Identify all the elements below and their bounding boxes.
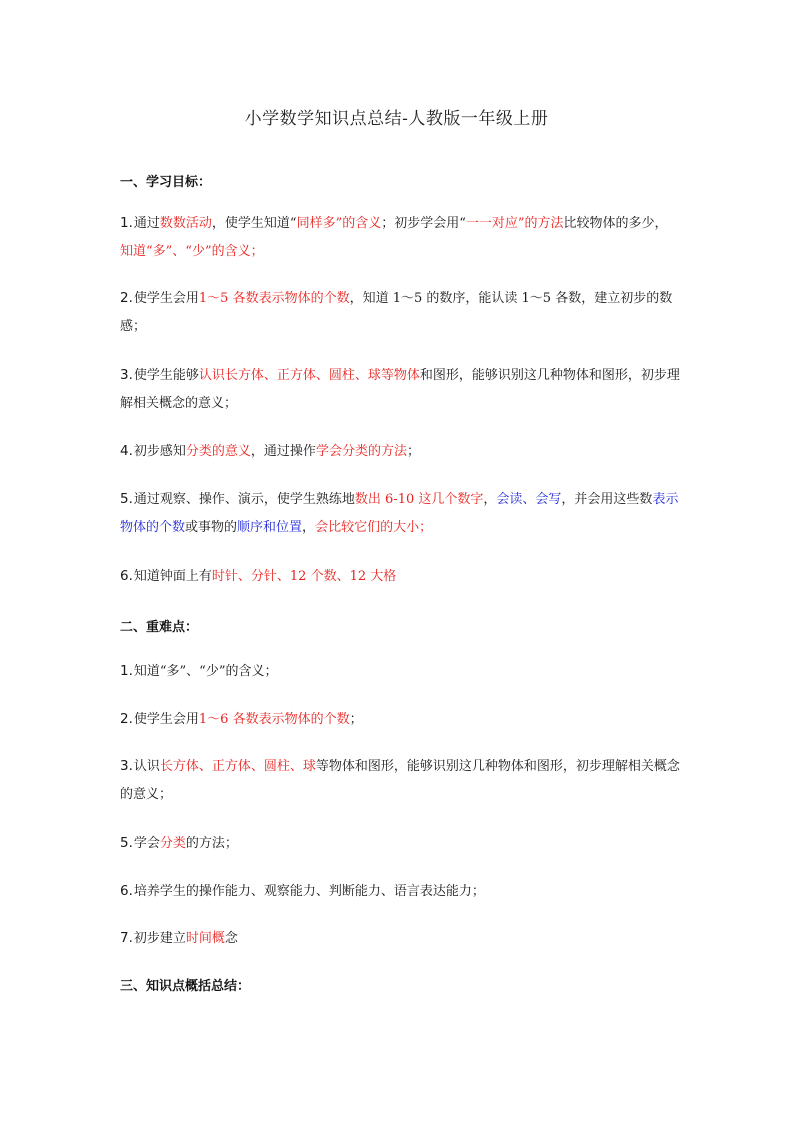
item-number: 1. xyxy=(120,215,133,231)
blue-highlight-segment: 顺序和位置 xyxy=(237,520,303,535)
highlight-segment: 数出 6-10 这几个数字 xyxy=(354,492,484,507)
goal-item-2 xyxy=(120,284,680,341)
text-segment: ； xyxy=(349,712,363,727)
text-segment: 的方法； xyxy=(185,836,238,851)
text-segment: 初步建立 xyxy=(133,931,186,946)
key-point-item-1 xyxy=(120,657,680,686)
highlight-segment: 一一对应”的方法 xyxy=(465,216,564,231)
highlight-segment: 1～5 各数表示物体的个数 xyxy=(198,291,350,306)
highlight-segment: 知道“多”、“少”的含义； xyxy=(120,244,264,259)
text-segment: 使学生会用 xyxy=(133,712,199,727)
highlight-segment: 分类 xyxy=(159,836,186,851)
highlight-segment: 会比较它们的大小； xyxy=(315,520,433,535)
text-segment: ，知道 1～5 的数序，能认读 1～5 各数，建立初步的数感； xyxy=(120,291,673,334)
goal-item-5 xyxy=(120,485,680,542)
text-segment: 通过 xyxy=(133,216,160,231)
highlight-segment: 学会分类的方法 xyxy=(315,444,407,459)
text-segment: 使学生会用 xyxy=(133,291,199,306)
text-segment: 知道“多”、“少”的含义； xyxy=(133,664,278,679)
text-segment: 学会 xyxy=(133,836,160,851)
highlight-segment: 时间概 xyxy=(185,931,225,946)
item-number: 3. xyxy=(120,758,133,774)
key-point-item-3 xyxy=(120,752,680,809)
section-heading-key-points: 二、重难点： xyxy=(120,620,199,635)
text-segment: ；初步学会用“ xyxy=(381,216,466,231)
item-number: 2. xyxy=(120,711,133,727)
item-number: 7. xyxy=(120,930,133,946)
text-segment: 初步感知 xyxy=(133,444,186,459)
highlight-segment: 同样多”的含义 xyxy=(296,216,382,231)
key-point-item-6 xyxy=(120,877,680,906)
text-segment: 使学生能够 xyxy=(133,368,199,383)
text-segment: 通过观察、操作、演示，使学生熟练地 xyxy=(133,492,355,507)
goal-item-1 xyxy=(120,209,680,266)
item-number: 6. xyxy=(120,883,133,899)
text-segment: ， xyxy=(302,520,316,535)
highlight-segment: 认识长方体、正方体、圆柱、球等物体 xyxy=(198,368,420,383)
text-segment: ； xyxy=(406,444,420,459)
item-number: 2. xyxy=(120,290,133,306)
text-segment: 知道钟面上有 xyxy=(133,569,212,584)
item-number: 5. xyxy=(120,835,133,851)
text-segment: 和图形，能够识别这几种物体和图形，初步理解相关概念的意义； xyxy=(120,368,680,411)
item-number: 4. xyxy=(120,443,133,459)
document-title: 小学数学知识点总结-人教版一年级上册 xyxy=(244,109,549,129)
highlight-segment: 数数活动 xyxy=(159,216,212,231)
text-segment: 念 xyxy=(224,931,238,946)
text-segment: ，使学生知道“ xyxy=(211,216,297,231)
text-segment: ， xyxy=(483,492,497,507)
section-heading-summary: 三、知识点概括总结： xyxy=(120,979,251,994)
highlight-segment: 时针、分针、12 个数、12 大格 xyxy=(211,569,397,584)
key-point-item-7 xyxy=(120,924,680,953)
text-segment: 比较物体的多少， xyxy=(563,216,668,231)
highlight-segment: 长方体、正方体、圆柱、球 xyxy=(159,759,316,774)
text-segment: 认识 xyxy=(133,759,160,774)
blue-highlight-segment: 表示物体的个数 xyxy=(120,492,679,535)
text-segment: 或事物的 xyxy=(185,520,238,535)
highlight-segment: 分类的意义 xyxy=(185,444,251,459)
section-heading-goals: 一、学习目标： xyxy=(120,175,212,190)
goal-item-6 xyxy=(120,562,680,591)
item-number: 6. xyxy=(120,568,133,584)
goal-item-3 xyxy=(120,361,680,418)
item-number: 3. xyxy=(120,367,133,383)
goal-item-4 xyxy=(120,437,680,466)
key-point-item-2 xyxy=(120,705,680,734)
text-segment: 培养学生的操作能力、观察能力、判断能力、语言表达能力； xyxy=(133,884,485,899)
text-segment: ，通过操作 xyxy=(250,444,316,459)
item-number: 5. xyxy=(120,491,133,507)
text-segment: 等物体和图形，能够识别这几种物体和图形，初步理解相关概念的意义； xyxy=(120,759,680,802)
highlight-segment: 1～6 各数表示物体的个数 xyxy=(198,712,350,727)
item-number: 1. xyxy=(120,663,133,679)
text-segment: ，并会用这些数 xyxy=(561,492,653,507)
blue-highlight-segment: 会读、会写 xyxy=(496,492,562,507)
key-point-item-5 xyxy=(120,829,680,858)
